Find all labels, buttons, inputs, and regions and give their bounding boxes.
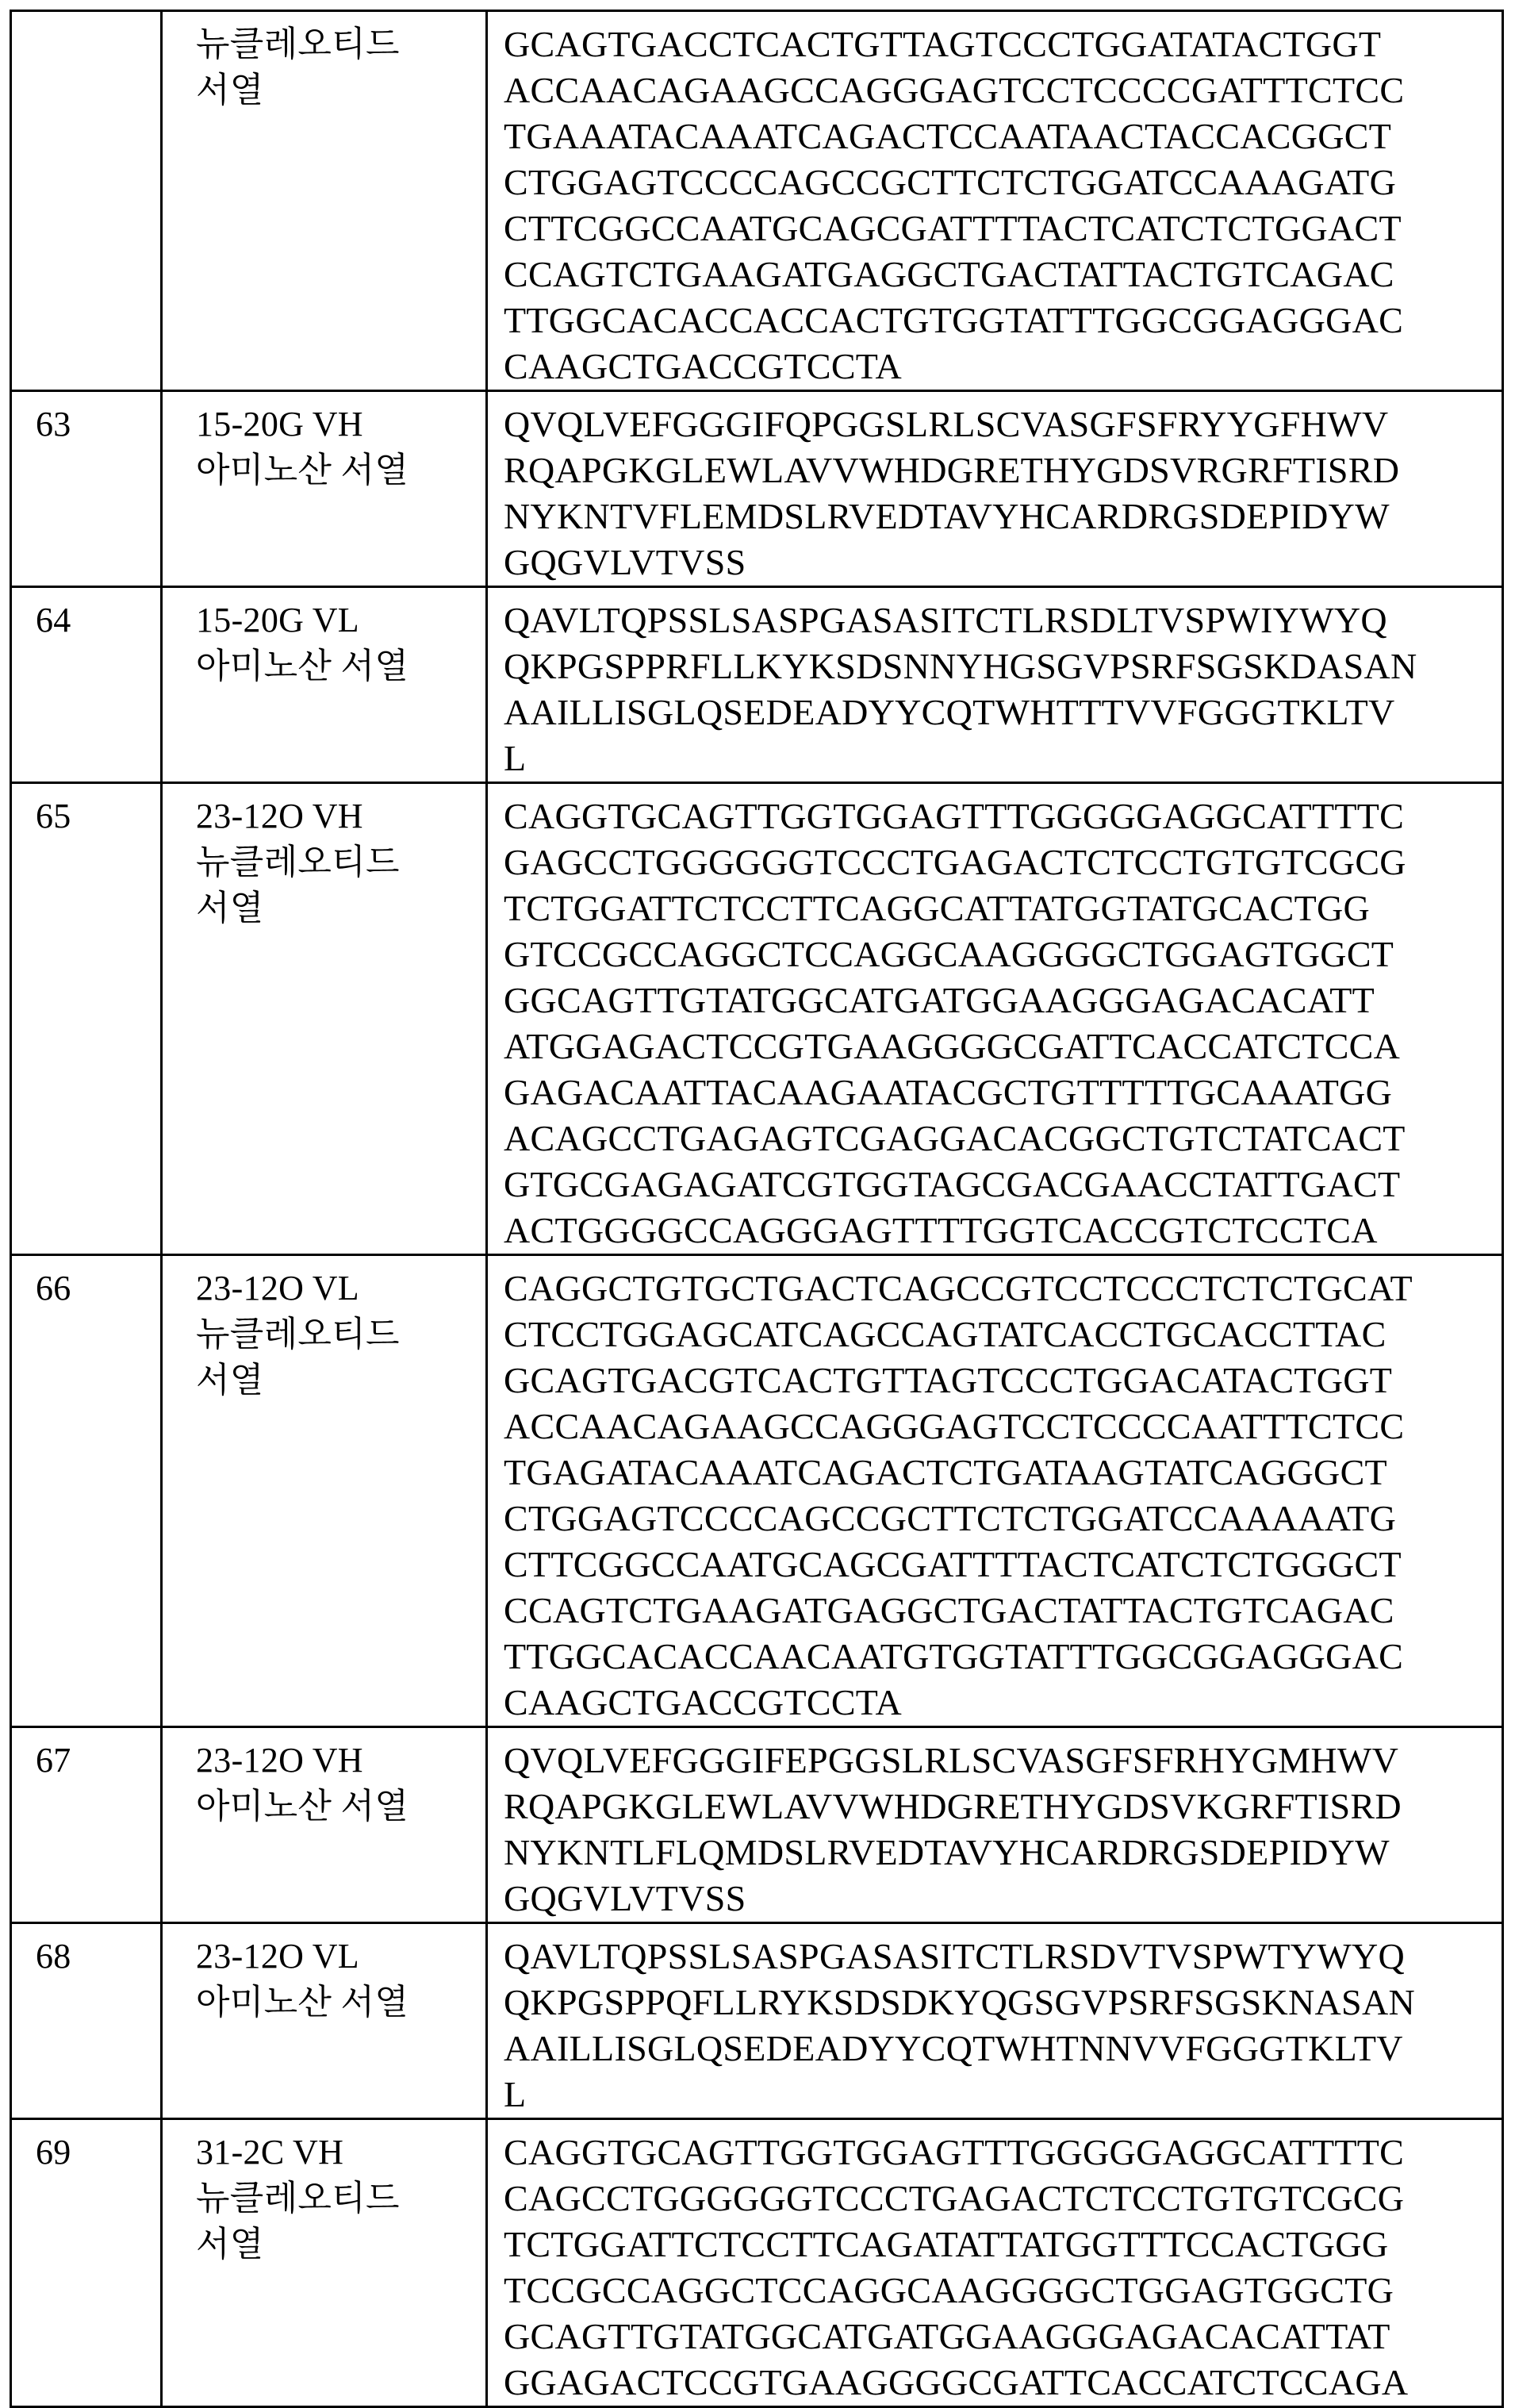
table-row (11, 1727, 1503, 1923)
sequence-line: L (504, 735, 1502, 782)
sequence-line: GGCAGTTGTATGGCATGATGGAAGGGAGACACATT (504, 977, 1502, 1023)
sequence-line: QKPGSPPRFLLKYKSDSNNYHGSGVPSRFSGSKDASAN (504, 643, 1502, 689)
sequence-line: TCTGGATTCTCCTTCAGGCATTATGGTATGCACTGG (504, 885, 1502, 931)
table-row (11, 391, 1503, 587)
seq-id-number: 65 (36, 793, 160, 839)
sequence-line: ACAGCCTGAGAGTCGAGGACACGGCTGTCTATCACT (504, 1116, 1502, 1162)
seq-id-number: 63 (36, 401, 160, 447)
sequence-line: RQAPGKGLEWLAVVWHDGRETHYGDSVKGRFTISRD (504, 1784, 1502, 1830)
description-line: 23-12O VL (196, 1934, 485, 1980)
description-line: 서열 (196, 1358, 485, 1404)
seq-id-cell (11, 587, 162, 783)
sequence-cell (487, 391, 1503, 587)
sequence-line: ACTGGGGCCAGGGAGTTTTGGTCACCGTCTCCTCA (504, 1208, 1502, 1254)
seq-id-number: 69 (36, 2130, 160, 2176)
sequence-line: ACCAACAGAAGCCAGGGAGTCCTCCCCGATTTCTCC (504, 67, 1502, 113)
description-line: 뉴클레오티드 (196, 1312, 485, 1358)
sequence-line: GAGCCTGGGGGGTCCCTGAGACTCTCCTGTGTCGCG (504, 839, 1502, 885)
table-row (11, 1923, 1503, 2119)
description-line: 서열 (196, 67, 485, 113)
sequence-line: L (504, 2072, 1502, 2118)
sequence-cell (487, 1255, 1503, 1727)
sequence-line: NYKNTLFLQMDSLRVEDTAVYHCARDRGSDEPIDYW (504, 1830, 1502, 1876)
sequence-line: AAILLISGLQSEDEADYYCQTWHTNNVVFGGGTKLTV (504, 2026, 1502, 2072)
table-row (11, 783, 1503, 1255)
description-cell (162, 1923, 487, 2119)
seq-id-cell (11, 1255, 162, 1727)
sequence-line: TGAAATACAAATCAGACTCCAATAACTACCACGGCT (504, 113, 1502, 159)
sequence-line: ATGGAGACTCCGTGAAGGGGCGATTCACCATCTCCA (504, 1023, 1502, 1070)
description-line: 서열 (196, 2222, 485, 2268)
description-line: 아미노산 서열 (196, 643, 485, 689)
sequence-line: TTGGCACACCAACAATGTGGTATTTGGCGGAGGGAC (504, 1634, 1502, 1680)
sequence-line: ACCAACAGAAGCCAGGGAGTCCTCCCCAATTTCTCC (504, 1404, 1502, 1450)
sequence-line: QAVLTQPSSLSASPGASASITCTLRSDLTVSPWIYWYQ (504, 597, 1502, 643)
description-cell (162, 783, 487, 1255)
sequence-line: TCTGGATTCTCCTTCAGATATTATGGTTTCCACTGGG (504, 2222, 1502, 2268)
description-cell (162, 11, 487, 391)
sequence-line: TGAGATACAAATCAGACTCTGATAAGTATCAGGGCT (504, 1450, 1502, 1496)
description-line: 아미노산 서열 (196, 1784, 485, 1830)
sequence-line: CTGGAGTCCCCAGCCGCTTCTCTGGATCCAAAGATG (504, 159, 1502, 205)
table-row (11, 587, 1503, 783)
description-line: 15-20G VL (196, 597, 485, 643)
sequence-line: QKPGSPPQFLLRYKSDSDKYQGSGVPSRFSGSKNASAN (504, 1980, 1502, 2026)
seq-id-cell (11, 391, 162, 587)
sequence-line: QAVLTQPSSLSASPGASASITCTLRSDVTVSPWTYWYQ (504, 1934, 1502, 1980)
sequence-line: GCAGTTGTATGGCATGATGGAAGGGAGACACATTAT (504, 2314, 1502, 2360)
sequence-line: CTTCGGCCAATGCAGCGATTTTACTCATCTCTGGGCT (504, 1542, 1502, 1588)
seq-id-number: 66 (36, 1265, 160, 1312)
table-row (11, 1255, 1503, 1727)
sequence-line: CTGGAGTCCCCAGCCGCTTCTCTGGATCCAAAAATG (504, 1496, 1502, 1542)
description-line: 아미노산 서열 (196, 1980, 485, 2026)
sequence-line: NYKNTVFLEMDSLRVEDTAVYHCARDRGSDEPIDYW (504, 494, 1502, 540)
seq-id-number: 64 (36, 597, 160, 643)
sequence-cell (487, 587, 1503, 783)
description-cell (162, 587, 487, 783)
sequence-line: GGAGACTCCGTGAAGGGGCGATTCACCATCTCCAGA (504, 2360, 1502, 2406)
description-cell (162, 1727, 487, 1923)
seq-id-cell (11, 2119, 162, 2407)
sequence-line: CAGGTGCAGTTGGTGGAGTTTGGGGGAGGCATTTTC (504, 2130, 1502, 2176)
sequence-cell (487, 1727, 1503, 1923)
sequence-line: GCAGTGACCTCACTGTTAGTCCCTGGATATACTGGT (504, 21, 1502, 67)
sequence-line: CAAGCTGACCGTCCTA (504, 344, 1502, 390)
description-line: 아미노산 서열 (196, 447, 485, 494)
description-line: 23-12O VL (196, 1265, 485, 1312)
table-row (11, 11, 1503, 391)
seq-id-cell (11, 1727, 162, 1923)
description-line: 15-20G VH (196, 401, 485, 447)
table-row (11, 2119, 1503, 2407)
description-line: 서열 (196, 885, 485, 931)
description-cell (162, 391, 487, 587)
sequence-line: RQAPGKGLEWLAVVWHDGRETHYGDSVRGRFTISRD (504, 447, 1502, 494)
description-cell (162, 1255, 487, 1727)
sequence-line: GTCCGCCAGGCTCCAGGCAAGGGGCTGGAGTGGCT (504, 931, 1502, 977)
sequence-line: QVQLVEFGGGIFEPGGSLRLSCVASGFSFRHYGMHWV (504, 1738, 1502, 1784)
sequence-line: GCAGTGACGTCACTGTTAGTCCCTGGACATACTGGT (504, 1358, 1502, 1404)
seq-id-cell (11, 783, 162, 1255)
sequence-cell (487, 11, 1503, 391)
sequence-line: GAGACAATTACAAGAATACGCTGTTTTTGCAAATGG (504, 1070, 1502, 1116)
sequence-cell (487, 1923, 1503, 2119)
sequence-line: TTGGCACACCACCACTGTGGTATTTGGCGGAGGGAC (504, 298, 1502, 344)
sequence-line: AAILLISGLQSEDEADYYCQTWHTTTVVFGGGTKLTV (504, 689, 1502, 735)
seq-id-cell (11, 1923, 162, 2119)
description-line: 31-2C VH (196, 2130, 485, 2176)
sequence-line: GTGCGAGAGATCGTGGTAGCGACGAACCTATTGACT (504, 1162, 1502, 1208)
sequence-line: CTCCTGGAGCATCAGCCAGTATCACCTGCACCTTAC (504, 1312, 1502, 1358)
sequence-line: QVQLVEFGGGIFQPGGSLRLSCVASGFSFRYYGFHWV (504, 401, 1502, 447)
description-line: 뉴클레오티드 (196, 839, 485, 885)
sequence-line: CAGGTGCAGTTGGTGGAGTTTGGGGGAGGCATTTTC (504, 793, 1502, 839)
sequence-line: CAGCCTGGGGGGTCCCTGAGACTCTCCTGTGTCGCG (504, 2176, 1502, 2222)
seq-id-number: 68 (36, 1934, 160, 1980)
description-cell (162, 2119, 487, 2407)
sequence-table (10, 10, 1504, 2408)
sequence-line: CCAGTCTGAAGATGAGGCTGACTATTACTGTCAGAC (504, 1588, 1502, 1634)
sequence-line: CAGGCTGTGCTGACTCAGCCGTCCTCCCTCTCTGCAT (504, 1265, 1502, 1312)
sequence-line: CTTCGGCCAATGCAGCGATTTTACTCATCTCTGGACT (504, 205, 1502, 252)
seq-id-number: 67 (36, 1738, 160, 1784)
sequence-cell (487, 2119, 1503, 2407)
sequence-line: GQGVLVTVSS (504, 1876, 1502, 1922)
sequence-line: CCAGTCTGAAGATGAGGCTGACTATTACTGTCAGAC (504, 252, 1502, 298)
seq-id-cell (11, 11, 162, 391)
sequence-cell (487, 783, 1503, 1255)
description-line: 뉴클레오티드 (196, 2176, 485, 2222)
description-line: 뉴클레오티드 (196, 21, 485, 67)
description-line: 23-12O VH (196, 793, 485, 839)
description-line: 23-12O VH (196, 1738, 485, 1784)
sequence-line: TCCGCCAGGCTCCAGGCAAGGGGCTGGAGTGGCTG (504, 2268, 1502, 2314)
sequence-line: CAAGCTGACCGTCCTA (504, 1680, 1502, 1726)
sequence-line: GQGVLVTVSS (504, 540, 1502, 586)
